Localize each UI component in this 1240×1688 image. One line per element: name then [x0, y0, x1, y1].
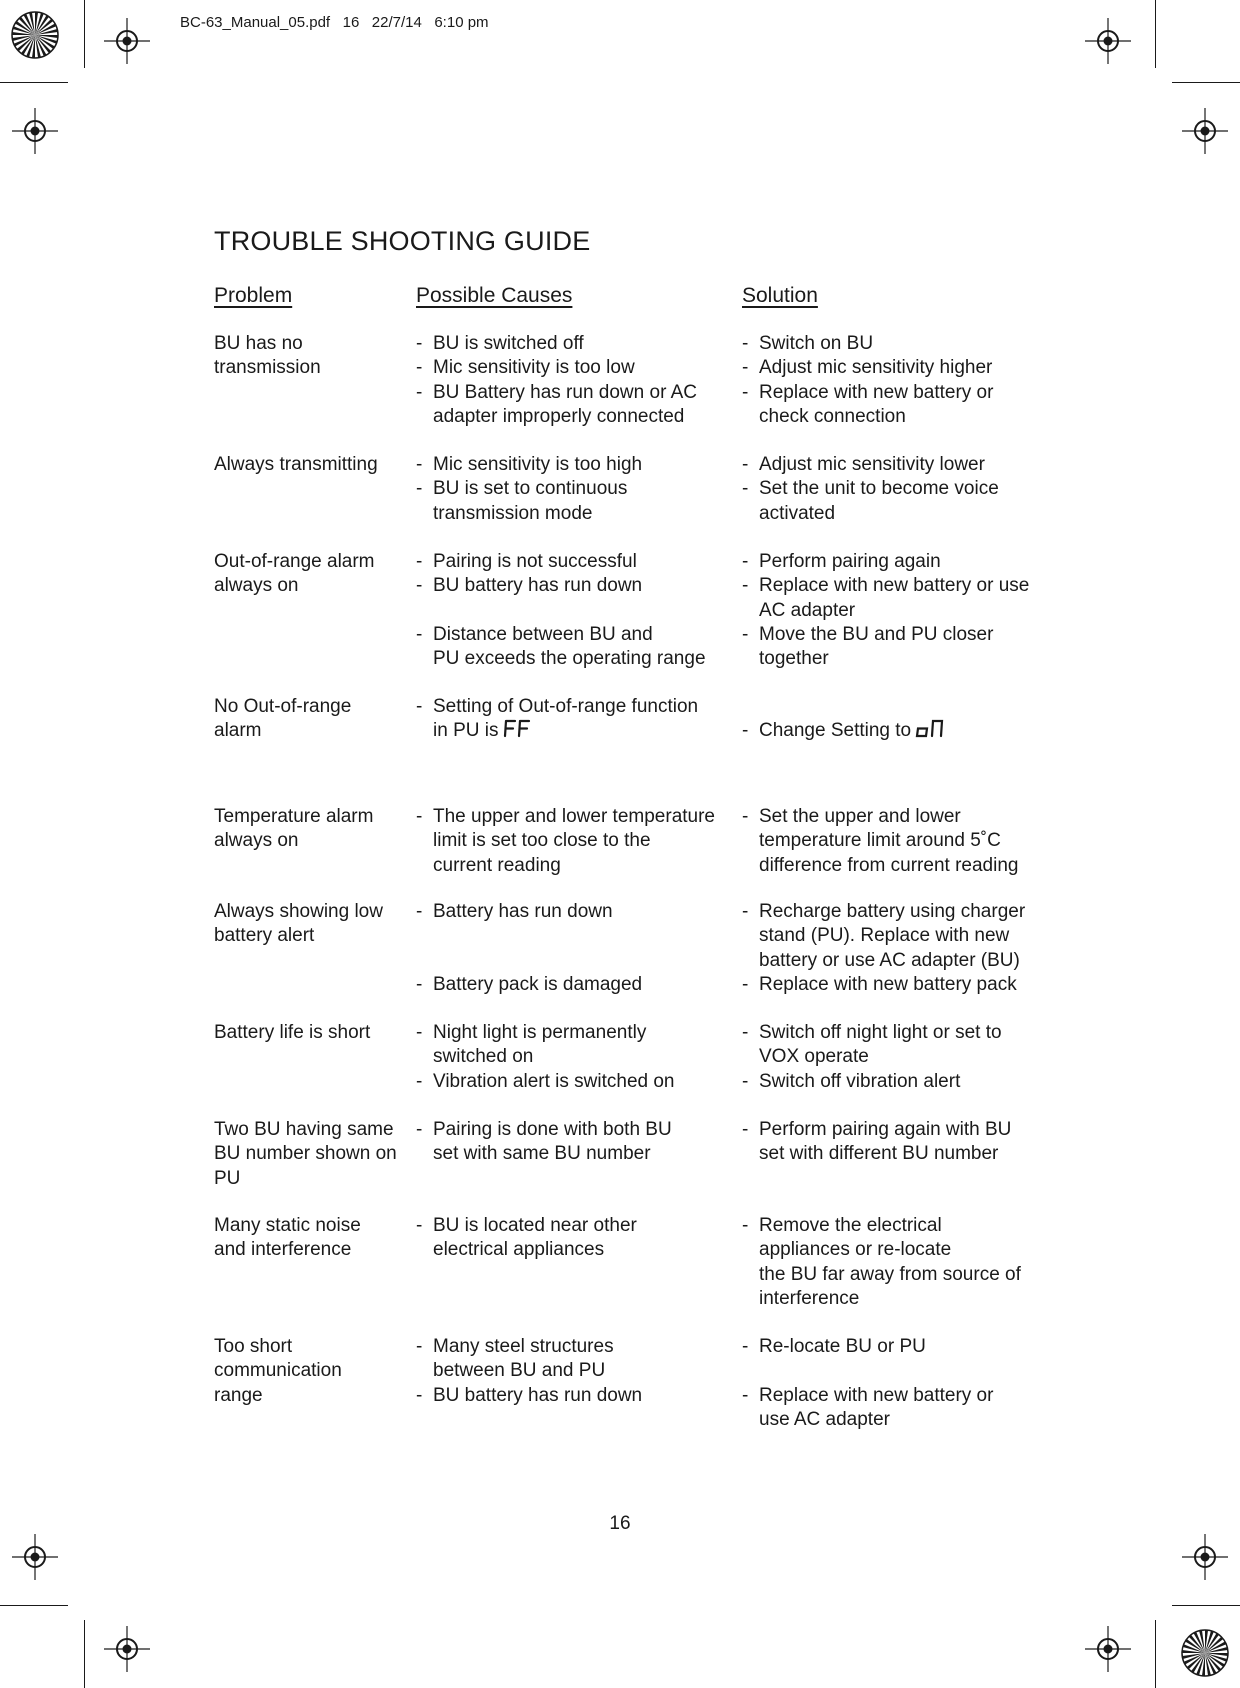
- cause-item-text: in PU is: [433, 720, 499, 742]
- solution-item-text: interference: [759, 1287, 860, 1309]
- solution-item-text: Move the BU and PU closer: [759, 623, 994, 645]
- cause-item-text: Pairing is not successful: [433, 551, 637, 572]
- solution-item-text: difference from current reading: [759, 854, 1019, 876]
- crop-line: [1155, 0, 1156, 68]
- cause-cell: [416, 900, 736, 997]
- cause-item: [416, 973, 736, 997]
- solution-item-line: [759, 900, 1042, 924]
- solution-item: [742, 453, 1042, 477]
- bullet-dash: -: [416, 357, 423, 379]
- cause-cell: [416, 550, 736, 671]
- cause-cell: [416, 805, 736, 878]
- solution-item-line: [759, 381, 1042, 405]
- problem-line: Battery life is short: [214, 1022, 371, 1043]
- cause-cell: [416, 332, 736, 429]
- bullet-dash: -: [416, 1384, 423, 1406]
- cause-item: [416, 1214, 736, 1263]
- bullet-dash: -: [742, 357, 749, 379]
- cause-item-line: [433, 477, 736, 501]
- solution-item-text: Perform pairing again: [759, 551, 941, 572]
- cause-item: [416, 1021, 736, 1070]
- problem-line: Always transmitting: [214, 454, 378, 475]
- cause-item-line: [433, 805, 736, 829]
- cause-item-line: [433, 1045, 736, 1069]
- cause-item-line: [433, 1070, 736, 1094]
- cause-item-text: switched on: [433, 1046, 534, 1068]
- sol-cell: [742, 1335, 1042, 1432]
- problem-line: communication: [214, 1360, 342, 1382]
- crop-line: [0, 82, 68, 83]
- bullet-dash: -: [742, 901, 749, 922]
- cause-item-line: [433, 574, 736, 598]
- solution-item-line: [759, 1384, 1042, 1408]
- cause-item: [416, 550, 736, 574]
- bullet-dash: -: [416, 381, 423, 403]
- cause-item-text: set with same BU number: [433, 1143, 651, 1165]
- registration-target-icon: [1180, 1532, 1230, 1582]
- solution-item-text: Recharge battery using charger: [759, 901, 1026, 922]
- bullet-dash: -: [742, 1336, 749, 1357]
- solution-item-text: Adjust mic sensitivity higher: [759, 357, 993, 379]
- cause-item-line: [433, 405, 736, 429]
- registration-target-icon: [10, 1532, 60, 1582]
- starburst-mark-icon: [10, 10, 60, 60]
- sol-cell: [742, 1214, 1042, 1311]
- solution-item-text: the BU far away from source of: [759, 1263, 1021, 1285]
- problem-line: No Out-of-range: [214, 696, 352, 717]
- solution-item: [742, 805, 1042, 878]
- solution-item: [742, 1384, 1042, 1433]
- cause-item-line: [433, 647, 736, 671]
- registration-target-icon: [10, 106, 60, 156]
- cause-item-line: [433, 1238, 736, 1262]
- cause-item: [416, 1335, 736, 1384]
- bullet-dash: -: [742, 623, 749, 645]
- solution-item-text: together: [759, 648, 829, 670]
- sol-cell: [742, 1118, 1042, 1167]
- registration-target-icon: [102, 16, 152, 66]
- cause-item-text: BU battery has run down: [433, 575, 643, 597]
- bullet-dash: -: [742, 1070, 749, 1092]
- cause-item-text: BU is located near other: [433, 1215, 637, 1236]
- problem-line: always on: [214, 575, 299, 597]
- cause-item: [416, 453, 736, 477]
- cause-item: [416, 381, 736, 430]
- solution-item-text: activated: [759, 502, 836, 524]
- cause-item: [416, 1070, 736, 1094]
- cause-item-text: PU exceeds the operating range: [433, 648, 706, 670]
- print-slug: BC-63_Manual_05.pdf 16 22/7/14 6:10 pm: [180, 14, 489, 31]
- problem-cell: [214, 805, 414, 854]
- cause-item-text: current reading: [433, 854, 561, 876]
- solution-item-line: [759, 805, 1042, 829]
- solution-item-line: [759, 1021, 1042, 1045]
- solution-item-line: [759, 1214, 1042, 1238]
- solution-item: [742, 332, 1042, 356]
- solution-item-text: Set the unit to become voice: [759, 478, 999, 500]
- solution-item: [742, 900, 1042, 973]
- solution-item-text: Replace with new battery or use: [759, 575, 1030, 597]
- on-lcd-glyph-icon: [915, 719, 945, 738]
- solution-item-line: [759, 949, 1042, 973]
- cause-item-line: [433, 1335, 736, 1359]
- cause-item-line: [433, 623, 736, 647]
- solution-item-text: Switch off night light or set to: [759, 1022, 1002, 1043]
- solution-item-text: Switch off vibration alert: [759, 1070, 961, 1092]
- starburst-mark-icon: [1180, 1628, 1230, 1678]
- registration-target-icon: [1180, 106, 1230, 156]
- bullet-dash: -: [416, 696, 423, 717]
- cause-item-line: [433, 695, 736, 719]
- problem-cell: [214, 550, 414, 599]
- cause-item-line: [433, 973, 736, 997]
- cause-item-line: [433, 381, 736, 405]
- cause-item-line: [433, 719, 736, 743]
- solution-item-line: [759, 973, 1042, 997]
- blank-line: [742, 695, 1042, 719]
- problem-line: PU: [214, 1167, 241, 1189]
- cause-cell: [416, 1214, 736, 1263]
- problem-line: range: [214, 1384, 263, 1406]
- page-number: 16: [609, 1513, 631, 1534]
- solution-item-line: [759, 1408, 1042, 1432]
- solution-item-text: stand (PU). Replace with new: [759, 925, 1010, 947]
- page-title: TROUBLE SHOOTING GUIDE: [214, 226, 591, 256]
- bullet-dash: -: [416, 1215, 423, 1236]
- problem-cell: [214, 453, 414, 477]
- bullet-dash: -: [416, 1022, 423, 1043]
- solution-item: [742, 1214, 1042, 1311]
- solution-item-text: Set the upper and lower: [759, 806, 961, 827]
- solution-item: [742, 1070, 1042, 1094]
- cause-item-line: [433, 502, 736, 526]
- registration-target-icon: [1083, 1624, 1133, 1674]
- solution-item: [742, 1021, 1042, 1070]
- cause-item: [416, 900, 736, 924]
- solution-item-line: [759, 405, 1042, 429]
- solution-item-text: AC adapter: [759, 599, 856, 621]
- cause-item-line: [433, 550, 736, 574]
- solution-item-line: [759, 1263, 1042, 1287]
- solution-item-line: [759, 599, 1042, 623]
- solution-item: [742, 356, 1042, 380]
- solution-item: [742, 477, 1042, 526]
- cause-item-line: [433, 332, 736, 356]
- bullet-dash: -: [416, 454, 423, 475]
- solution-item-text: Replace with new battery pack: [759, 973, 1017, 995]
- solution-item-line: [759, 332, 1042, 356]
- crop-line: [1172, 1605, 1240, 1606]
- cause-item: [416, 805, 736, 878]
- solution-item-text: Replace with new battery or: [759, 1384, 994, 1406]
- cause-cell: [416, 453, 736, 526]
- solution-item: [742, 381, 1042, 430]
- problem-line: Temperature alarm: [214, 806, 374, 827]
- cause-item: [416, 477, 736, 526]
- solution-item-text: battery or use AC adapter (BU): [759, 949, 1020, 971]
- solution-item: [742, 719, 1042, 743]
- cause-item-text: BU battery has run down: [433, 1384, 643, 1406]
- bullet-dash: -: [416, 901, 423, 922]
- cause-item-line: [433, 1214, 736, 1238]
- solution-item-text: check connection: [759, 405, 906, 427]
- solution-item-text: Remove the electrical: [759, 1215, 942, 1236]
- header-solution: Solution: [742, 284, 818, 307]
- solution-item-line: [759, 647, 1042, 671]
- cause-item-text: BU Battery has run down or AC: [433, 381, 698, 403]
- solution-item-line: [759, 854, 1042, 878]
- solution-item-line: [759, 574, 1042, 598]
- solution-item: [742, 550, 1042, 574]
- problem-line: and interference: [214, 1239, 352, 1261]
- solution-item-line: [759, 1238, 1042, 1262]
- sol-cell: [742, 805, 1042, 878]
- problem-line: Two BU having same: [214, 1119, 394, 1140]
- blank-line: [416, 949, 736, 973]
- sol-cell: [742, 1021, 1042, 1094]
- cause-item: [416, 1384, 736, 1408]
- problem-cell: [214, 695, 414, 744]
- sol-cell: [742, 453, 1042, 526]
- crop-line: [84, 0, 85, 68]
- problem-line: Too short: [214, 1336, 293, 1357]
- sol-cell: [742, 550, 1042, 671]
- cause-item-text: Mic sensitivity is too high: [433, 454, 643, 475]
- solution-item: [742, 574, 1042, 623]
- cause-item-line: [433, 1384, 736, 1408]
- registration-target-icon: [102, 1624, 152, 1674]
- cause-item-line: [433, 1118, 736, 1142]
- cause-item-line: [433, 356, 736, 380]
- problem-line: Always showing low: [214, 901, 383, 922]
- bullet-dash: -: [416, 478, 423, 500]
- problem-cell: [214, 1021, 414, 1045]
- sol-cell: [742, 332, 1042, 429]
- solution-item-line: [759, 1142, 1042, 1166]
- solution-item-line: [759, 829, 1042, 853]
- cause-cell: [416, 1118, 736, 1167]
- cause-item-text: adapter improperly connected: [433, 405, 685, 427]
- bullet-dash: -: [742, 1022, 749, 1043]
- bullet-dash: -: [416, 1119, 423, 1140]
- sol-cell: [742, 695, 1042, 744]
- cause-item: [416, 332, 736, 356]
- cause-item-text: electrical appliances: [433, 1239, 605, 1261]
- blank-line: [416, 924, 736, 948]
- bullet-dash: -: [742, 333, 749, 354]
- bullet-dash: -: [742, 575, 749, 597]
- solution-item: [742, 623, 1042, 672]
- problem-cell: [214, 900, 414, 949]
- solution-item: [742, 1335, 1042, 1359]
- starburst-rays: [12, 12, 58, 58]
- crop-line: [1155, 1620, 1156, 1688]
- problem-line: transmission: [214, 357, 321, 379]
- solution-item-text: appliances or re-locate: [759, 1239, 952, 1261]
- bullet-dash: -: [742, 478, 749, 500]
- solution-item-line: [759, 623, 1042, 647]
- cause-item-text: BU is set to continuous: [433, 478, 628, 500]
- bullet-dash: -: [742, 806, 749, 827]
- cause-item: [416, 356, 736, 380]
- blank-line: [742, 1359, 1042, 1383]
- sol-cell: [742, 900, 1042, 997]
- cause-item-text: Battery pack is damaged: [433, 973, 643, 995]
- cause-item: [416, 695, 736, 744]
- solution-item-line: [759, 550, 1042, 574]
- cause-item-line: [433, 854, 736, 878]
- cause-cell: [416, 1021, 736, 1094]
- problem-line: BU has no: [214, 333, 303, 354]
- cause-item-text: Mic sensitivity is too low: [433, 357, 635, 379]
- cause-item-text: Setting of Out-of-range function: [433, 696, 699, 717]
- cause-item-text: limit is set too close to the: [433, 830, 651, 852]
- solution-item-line: [759, 719, 1042, 743]
- cause-item-text: Distance between BU and: [433, 623, 653, 645]
- solution-item-line: [759, 356, 1042, 380]
- solution-item-line: [759, 1335, 1042, 1359]
- ff-lcd-glyph-icon: [502, 719, 532, 738]
- registration-target-icon: [1083, 16, 1133, 66]
- bullet-dash: -: [416, 973, 423, 995]
- crop-line: [84, 1620, 85, 1688]
- crop-line: [0, 1605, 68, 1606]
- bullet-dash: -: [416, 1070, 423, 1092]
- problem-line: BU number shown on: [214, 1143, 397, 1165]
- bullet-dash: -: [742, 551, 749, 572]
- solution-item: [742, 1118, 1042, 1167]
- solution-item-line: [759, 477, 1042, 501]
- cause-cell: [416, 695, 736, 744]
- solution-item-text: Switch on BU: [759, 333, 874, 354]
- solution-item-text: Replace with new battery or: [759, 381, 994, 403]
- cause-item-text: between BU and PU: [433, 1360, 606, 1382]
- solution-item-line: [759, 1287, 1042, 1311]
- problem-cell: [214, 1214, 414, 1263]
- solution-item: [742, 973, 1042, 997]
- problem-cell: [214, 1335, 414, 1408]
- header-problem: Problem: [214, 284, 293, 307]
- bullet-dash: -: [742, 973, 749, 995]
- solution-item-line: [759, 924, 1042, 948]
- problem-line: battery alert: [214, 925, 315, 947]
- solution-item-text: Change Setting to: [759, 720, 912, 742]
- bullet-dash: -: [742, 720, 749, 742]
- cause-item-line: [433, 1142, 736, 1166]
- bullet-dash: -: [742, 1384, 749, 1406]
- solution-item-line: [759, 502, 1042, 526]
- problem-line: Out-of-range alarm: [214, 551, 375, 572]
- crop-line: [1172, 82, 1240, 83]
- bullet-dash: -: [742, 381, 749, 403]
- solution-item-line: [759, 1070, 1042, 1094]
- cause-item-text: Many steel structures: [433, 1336, 614, 1357]
- starburst-rays: [1182, 1630, 1228, 1676]
- bullet-dash: -: [416, 575, 423, 597]
- solution-item-text: use AC adapter: [759, 1408, 890, 1430]
- solution-item-line: [759, 1045, 1042, 1069]
- cause-item-text: Night light is permanently: [433, 1022, 647, 1043]
- bullet-dash: -: [416, 806, 423, 827]
- cause-item-text: The upper and lower temperature: [433, 806, 715, 827]
- cause-item-line: [433, 1359, 736, 1383]
- cause-item-text: Pairing is done with both BU: [433, 1119, 672, 1140]
- bullet-dash: -: [742, 454, 749, 475]
- solution-item-line: [759, 453, 1042, 477]
- problem-cell: [214, 332, 414, 381]
- problem-line: Many static noise: [214, 1215, 361, 1236]
- solution-item-text: set with different BU number: [759, 1143, 999, 1165]
- problem-line: always on: [214, 830, 299, 852]
- cause-cell: [416, 1335, 736, 1408]
- bullet-dash: -: [416, 1336, 423, 1357]
- solution-item-line: [759, 1118, 1042, 1142]
- cause-item-text: BU is switched off: [433, 333, 584, 354]
- bullet-dash: -: [416, 623, 423, 645]
- cause-item-text: Vibration alert is switched on: [433, 1070, 675, 1092]
- solution-item-text: VOX operate: [759, 1046, 869, 1068]
- cause-item-line: [433, 1021, 736, 1045]
- solution-item-text: temperature limit around 5˚C: [759, 830, 1001, 852]
- cause-item: [416, 574, 736, 598]
- solution-item-text: Re-locate BU or PU: [759, 1336, 926, 1357]
- bullet-dash: -: [742, 1119, 749, 1140]
- header-possible-causes: Possible Causes: [416, 284, 573, 307]
- cause-item-text: Battery has run down: [433, 901, 613, 922]
- cause-item-text: transmission mode: [433, 502, 593, 524]
- cause-item-line: [433, 453, 736, 477]
- solution-item-text: Adjust mic sensitivity lower: [759, 454, 985, 475]
- solution-item-text: Perform pairing again with BU: [759, 1119, 1012, 1140]
- bullet-dash: -: [416, 551, 423, 572]
- problem-line: alarm: [214, 720, 262, 742]
- cause-item-line: [433, 829, 736, 853]
- bullet-dash: -: [742, 1215, 749, 1236]
- blank-line: [416, 599, 736, 623]
- bullet-dash: -: [416, 333, 423, 354]
- cause-item-line: [433, 900, 736, 924]
- cause-item: [416, 1118, 736, 1167]
- problem-cell: [214, 1118, 414, 1191]
- cause-item: [416, 623, 736, 672]
